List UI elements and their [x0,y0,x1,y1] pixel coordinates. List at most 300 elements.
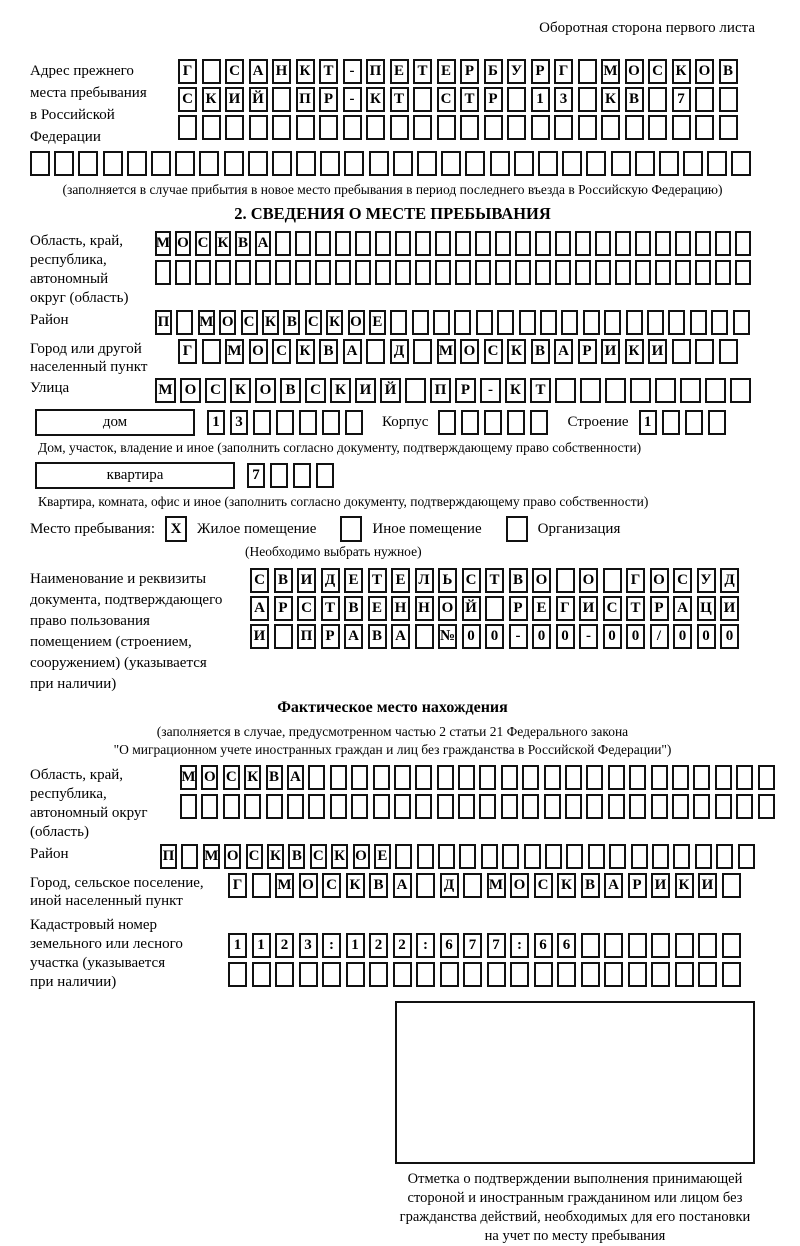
char-box: Р [650,596,669,621]
char-box [635,231,651,256]
apartment-type-box: квартира [35,462,235,489]
char-box [308,765,325,790]
char-box [544,765,561,790]
char-box [651,765,668,790]
char-box: М [275,873,294,898]
char-box: С [322,873,341,898]
char-box [390,310,407,335]
fact-district-field [30,844,755,869]
street-field [30,378,755,403]
char-box [315,260,331,285]
char-box: О [180,378,201,403]
char-box: Г [178,59,197,84]
char-box: О [579,568,598,593]
char-box: М [155,378,176,403]
char-box: Е [344,568,363,593]
char-box: С [484,339,503,364]
char-box [758,794,775,819]
char-box [693,794,710,819]
char-box [514,151,534,176]
char-box [202,59,221,84]
char-box [530,410,548,435]
char-box [698,962,717,987]
char-box [235,260,251,285]
char-box [578,87,597,112]
char-box: 6 [440,933,459,958]
char-box: Е [391,568,410,593]
char-box [631,844,648,869]
char-box: К [625,339,644,364]
char-box: И [601,339,620,364]
char-box [252,873,271,898]
char-box [651,933,670,958]
char-box: С [272,339,291,364]
char-box [578,59,597,84]
char-box: 3 [299,933,318,958]
char-box [629,765,646,790]
fact-region-label: Область, край, республика, автономный округ (область) [30,767,148,840]
stroenie-label: Строение [567,414,629,430]
char-box [249,115,268,140]
char-box [659,151,679,176]
char-box [522,765,539,790]
char-box [127,151,147,176]
char-box: А [673,596,692,621]
fact-district-label: Район [30,846,69,862]
char-box [695,339,714,364]
char-box [531,115,550,140]
char-box: У [697,568,716,593]
char-box [413,339,432,364]
char-box [695,115,714,140]
char-box: 1 [346,933,365,958]
char-box [355,231,371,256]
char-box [615,231,631,256]
char-box [708,410,726,435]
char-box [330,765,347,790]
char-box [544,794,561,819]
residential-option-label: Жилое помещение [197,520,317,537]
char-box [435,260,451,285]
fact-region-field [30,765,755,842]
char-box: В [625,87,644,112]
char-box: Г [228,873,247,898]
char-box: : [510,933,529,958]
char-box [715,260,731,285]
char-box: П [296,87,315,112]
char-box: 0 [532,624,551,649]
char-box [651,962,670,987]
char-box: А [250,596,269,621]
char-box: 0 [697,624,716,649]
char-box: 0 [462,624,481,649]
char-box [481,844,498,869]
cadastral-field [30,915,755,992]
char-box: А [249,59,268,84]
char-box: Ь [438,568,457,593]
char-box: П [297,624,316,649]
char-box [626,310,643,335]
char-box [175,260,191,285]
char-box: В [288,844,305,869]
char-box [604,962,623,987]
stroenie-boxes [639,410,731,435]
char-box [719,87,738,112]
cadastral-label: Кадастровый номер земельного или лесного участка (указывается при наличии) [30,917,183,990]
char-box [635,151,655,176]
char-box [369,151,389,176]
char-box [476,310,493,335]
char-box [707,151,727,176]
char-box: Р [319,87,338,112]
char-box [351,794,368,819]
char-box [575,231,591,256]
char-box [375,231,391,256]
char-box [366,339,385,364]
char-box [609,844,626,869]
char-box [735,260,751,285]
char-box [595,260,611,285]
char-box [630,378,651,403]
prev-address-row-4 [30,151,755,176]
char-box [484,410,502,435]
char-box [484,115,503,140]
char-box [437,765,454,790]
char-box [561,310,578,335]
char-box [608,794,625,819]
char-box: С [241,310,258,335]
char-box [255,260,271,285]
fact-city-row [228,873,745,898]
char-box [722,933,741,958]
char-box [335,260,351,285]
char-box: Р [484,87,503,112]
char-box: К [215,231,231,256]
char-box: А [391,624,410,649]
char-box: А [554,339,573,364]
other-premises-option-label: Иное помещение [372,520,482,537]
char-box: Н [391,596,410,621]
char-box [461,410,479,435]
apartment-row [30,462,755,489]
char-box [680,378,701,403]
char-box: К [267,844,284,869]
char-box: Т [413,59,432,84]
char-box: А [604,873,623,898]
char-box [413,87,432,112]
char-box: О [201,765,218,790]
char-box: А [255,231,271,256]
char-box: У [507,59,526,84]
char-box: № [438,624,457,649]
char-box: Р [460,59,479,84]
char-box: К [330,378,351,403]
city-row [178,339,742,364]
char-box [178,115,197,140]
char-box [479,794,496,819]
char-box [715,231,731,256]
char-box [455,260,471,285]
char-box: К [346,873,365,898]
char-box [581,962,600,987]
residential-checkbox: X [165,516,187,542]
char-box [608,765,625,790]
char-box: Й [462,596,481,621]
char-box: С [534,873,553,898]
char-box [695,844,712,869]
char-box: К [507,339,526,364]
char-box: С [305,378,326,403]
char-box [485,596,504,621]
korpus-boxes [438,410,553,435]
korpus-label: Корпус [382,414,429,430]
char-box: 6 [557,933,576,958]
char-box [416,873,435,898]
char-box: Р [321,624,340,649]
char-box: Е [437,59,456,84]
district-field [30,310,755,335]
ownership-doc-row-1 [250,568,744,593]
char-box [635,260,651,285]
char-box [495,260,511,285]
char-box: О [510,873,529,898]
char-box [412,310,429,335]
char-box [510,962,529,987]
char-box [535,231,551,256]
house-number-boxes [207,410,368,435]
char-box [413,115,432,140]
char-box [299,962,318,987]
char-box: М [203,844,220,869]
char-box [615,260,631,285]
char-box [322,962,341,987]
char-box [730,378,751,403]
char-box [519,310,536,335]
char-box [683,151,703,176]
char-box: О [460,339,479,364]
char-box: О [532,568,551,593]
char-box: С [462,568,481,593]
char-box [274,624,293,649]
char-box: С [178,87,197,112]
char-box [299,410,317,435]
char-box [580,378,601,403]
char-box [479,765,496,790]
char-box: С [223,765,240,790]
region-row-1 [155,231,755,256]
char-box: - [509,624,528,649]
char-box: И [651,873,670,898]
char-box: К [672,59,691,84]
char-box: 0 [603,624,622,649]
char-box: К [262,310,279,335]
char-box: П [366,59,385,84]
char-box: О [175,231,191,256]
char-box: 1 [207,410,225,435]
char-box: 0 [485,624,504,649]
char-box [604,933,623,958]
char-box [672,765,689,790]
char-box: В [283,310,300,335]
char-box [603,568,622,593]
char-box: 1 [639,410,657,435]
char-box [575,260,591,285]
char-box: В [274,568,293,593]
char-box [515,260,531,285]
char-box [315,231,331,256]
char-box [507,115,526,140]
char-box: П [155,310,172,335]
char-box [557,962,576,987]
char-box [565,794,582,819]
char-box [458,765,475,790]
char-box [248,151,268,176]
char-box: О [255,378,276,403]
char-box: К [601,87,620,112]
char-box: С [297,596,316,621]
char-box [675,231,691,256]
char-box: П [430,378,451,403]
char-box [538,151,558,176]
char-box [562,151,582,176]
char-box: В [369,873,388,898]
house-row [30,409,755,436]
char-box: О [695,59,714,84]
char-box [390,115,409,140]
char-box: О [219,310,236,335]
char-box [330,794,347,819]
char-box [319,115,338,140]
char-box [545,844,562,869]
prev-address-row-2 [178,87,742,112]
city-label: Город или другой населенный пункт [30,341,148,375]
char-box [287,794,304,819]
char-box [655,378,676,403]
organization-option-label: Организация [537,520,621,537]
char-box: 1 [228,933,247,958]
char-box: / [650,624,669,649]
char-box: М [487,873,506,898]
char-box: В [719,59,738,84]
char-box: Р [274,596,293,621]
char-box: 7 [463,933,482,958]
prev-address-footnote: (заполняется в случае прибытия в новое место пребывания в период последнего въезда в Российскую Федерацию) [62,182,723,197]
char-box [566,844,583,869]
char-box: Н [272,59,291,84]
char-box [393,151,413,176]
char-box: 1 [252,933,271,958]
char-box [731,151,751,176]
char-box [459,844,476,869]
char-box [244,794,261,819]
char-box: А [344,624,363,649]
char-box: М [198,310,215,335]
apartment-footnote: Квартира, комната, офис и иное (заполнить согласно документу, подтверждающему право собственности) [38,494,649,509]
char-box [176,310,193,335]
char-box [181,844,198,869]
char-box: В [319,339,338,364]
char-box: С [250,568,269,593]
char-box: Е [390,59,409,84]
char-box [433,310,450,335]
char-box: Л [415,568,434,593]
char-box [648,87,667,112]
char-box [722,873,741,898]
char-box: Г [556,596,575,621]
char-box: О [650,568,669,593]
char-box [454,310,471,335]
char-box [201,794,218,819]
char-box: И [698,873,717,898]
char-box [675,962,694,987]
char-box [475,231,491,256]
char-box [275,962,294,987]
char-box [417,844,434,869]
char-box [308,794,325,819]
char-box: К [296,59,315,84]
place-type-hint: (Необходимо выбрать нужное) [245,544,422,559]
char-box [253,410,271,435]
char-box [151,151,171,176]
char-box: 3 [554,87,573,112]
char-box [507,410,525,435]
char-box [320,151,340,176]
fact-city-field [30,873,755,910]
char-box [716,844,733,869]
char-box [375,260,391,285]
char-box [586,151,606,176]
street-label: Улица [30,380,70,396]
char-box: Р [509,596,528,621]
char-box [441,151,461,176]
ownership-doc-row-3 [250,624,744,649]
char-box [225,115,244,140]
char-box: Д [321,568,340,593]
char-box [629,794,646,819]
ownership-doc-field [30,568,755,695]
char-box [705,378,726,403]
char-box [295,231,311,256]
char-box [395,844,412,869]
char-box [296,115,315,140]
char-box [275,260,291,285]
fact-district-row [160,844,759,869]
char-box [465,151,485,176]
street-row [155,378,755,403]
char-box: 7 [672,87,691,112]
char-box [355,260,371,285]
cadastral-row-1 [228,933,745,958]
char-box [715,765,732,790]
char-box: Г [178,339,197,364]
char-box: : [322,933,341,958]
char-box [719,339,738,364]
char-box [373,765,390,790]
char-box: А [393,873,412,898]
char-box [394,765,411,790]
char-box [647,310,664,335]
char-box: И [297,568,316,593]
char-box [497,310,514,335]
char-box [416,962,435,987]
ownership-doc-row-2 [250,596,744,621]
fact-region-row-1 [180,765,779,790]
char-box: Е [374,844,391,869]
char-box [415,260,431,285]
char-box [605,378,626,403]
char-box: Т [626,596,645,621]
char-box [502,844,519,869]
